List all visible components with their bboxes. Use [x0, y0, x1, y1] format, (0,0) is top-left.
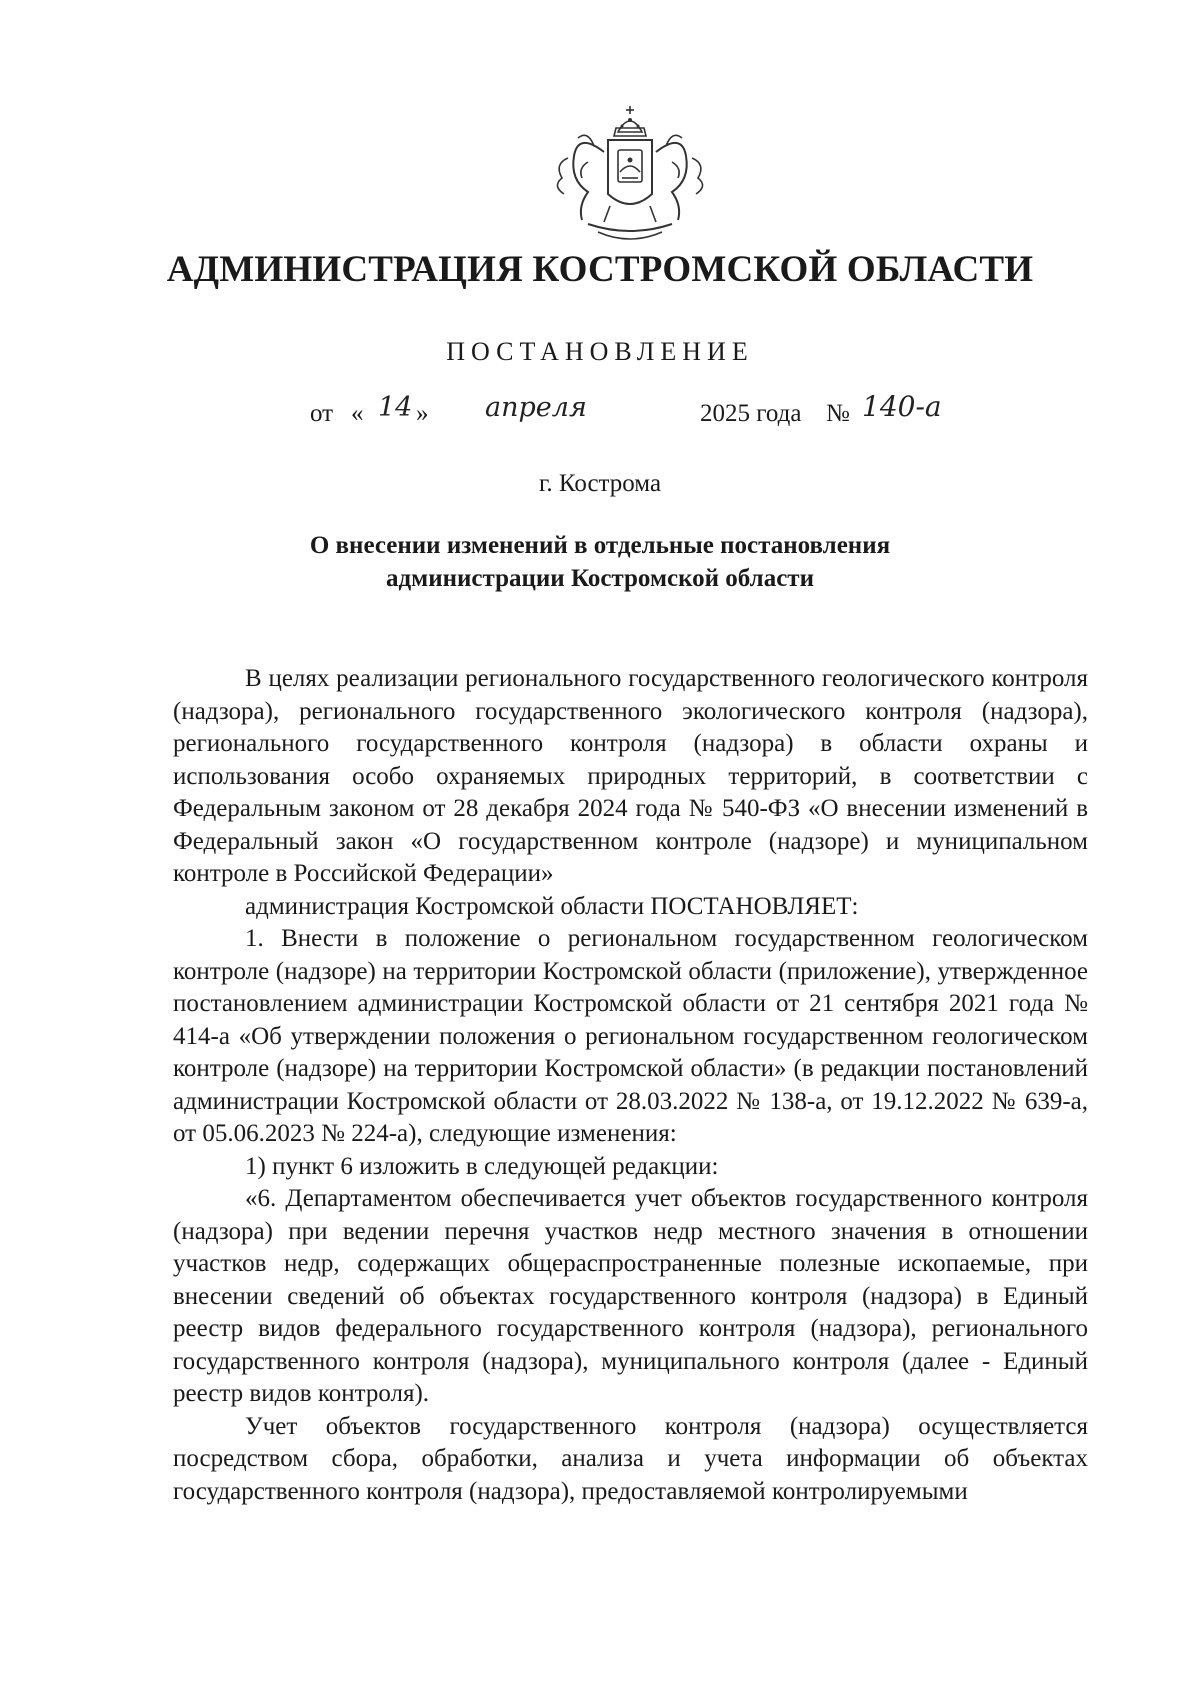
paragraph-item-1: 1. Внести в положение о региональном государственном геологическом контроле (надзоре) на территории Костромской области (приложение), утвержденное постановлением администрации Костромской области от 21 сентября 2021 года № 414-а «Об утверждении положения о региональном государственном геологическом контроле (надзоре) на территории Костромской области» (в редакции постановлений администрации Костромской области от 28.03.2022 № 138-а, от 19.12.2022 № 639-а, от 05.06.2023 № 224-а), следующие изменения:: [173, 925, 1088, 1147]
paragraph-point-6: «6. Департаментом обеспечивается учет объектов государственного контроля (надзора) при ведении перечня участков недр местного значения в отношении участков недр, содержащих общераспространенные полезные ископаемые, при внесении сведений об объектах государственного контроля (надзора) в Единый реестр видов федерального государственного контроля (надзора), регионального государственного контроля (надзора), муниципального контроля (далее - Единый реестр видов контроля).: [173, 1185, 1088, 1407]
date-open-quote: «: [351, 400, 364, 427]
paragraph-subitem-1: 1) пункт 6 изложить в следующей редакции:: [245, 1152, 719, 1180]
document-title: [200, 529, 1000, 595]
title-line-1: О внесении изменений в отдельные постановления: [309, 532, 891, 559]
paragraph-accounting: Учет объектов государственного контроля (надзора) осуществляется посредством сбора, обработки, анализа и учета информации об объектах государственного контроля (надзора), предоставляемой контролируемыми: [173, 1412, 1088, 1505]
document-body: [173, 663, 1088, 1508]
date-day: 14: [378, 392, 413, 423]
document-type: ПОСТАНОВЛЕНИЕ: [446, 337, 754, 366]
document-number: 140-а: [862, 390, 942, 423]
date-month: апреля: [485, 392, 587, 423]
paragraph-resolves: администрация Костромской области ПОСТАНОВЛЯЕТ:: [245, 892, 859, 920]
date-prefix: от: [310, 400, 334, 427]
paragraph-preamble: В целях реализации регионального государственного геологического контроля (надзора), регионального государственного экологического контроля (надзора), регионального государственного контроля (надзора) в области охраны и использования особо охраняемых природных территорий, в соответствии с Федеральным законом от 28 декабря 2024 года № 540-ФЗ «О внесении изменений в Федеральный закон «О государственном контроле (надзоре) и муниципальном контроле в Российской Федерации»: [173, 665, 1088, 887]
organization-title: АДМИНИСТРАЦИЯ КОСТРОМСКОЙ ОБЛАСТИ: [166, 249, 1034, 290]
coat-of-arms-icon: [548, 102, 712, 252]
title-line-2: администрации Костромской области: [386, 565, 814, 592]
number-sign: №: [826, 400, 850, 427]
city-name: г. Кострома: [538, 470, 662, 497]
date-close-quote: »: [416, 400, 429, 427]
date-year: 2025 года: [700, 400, 802, 427]
